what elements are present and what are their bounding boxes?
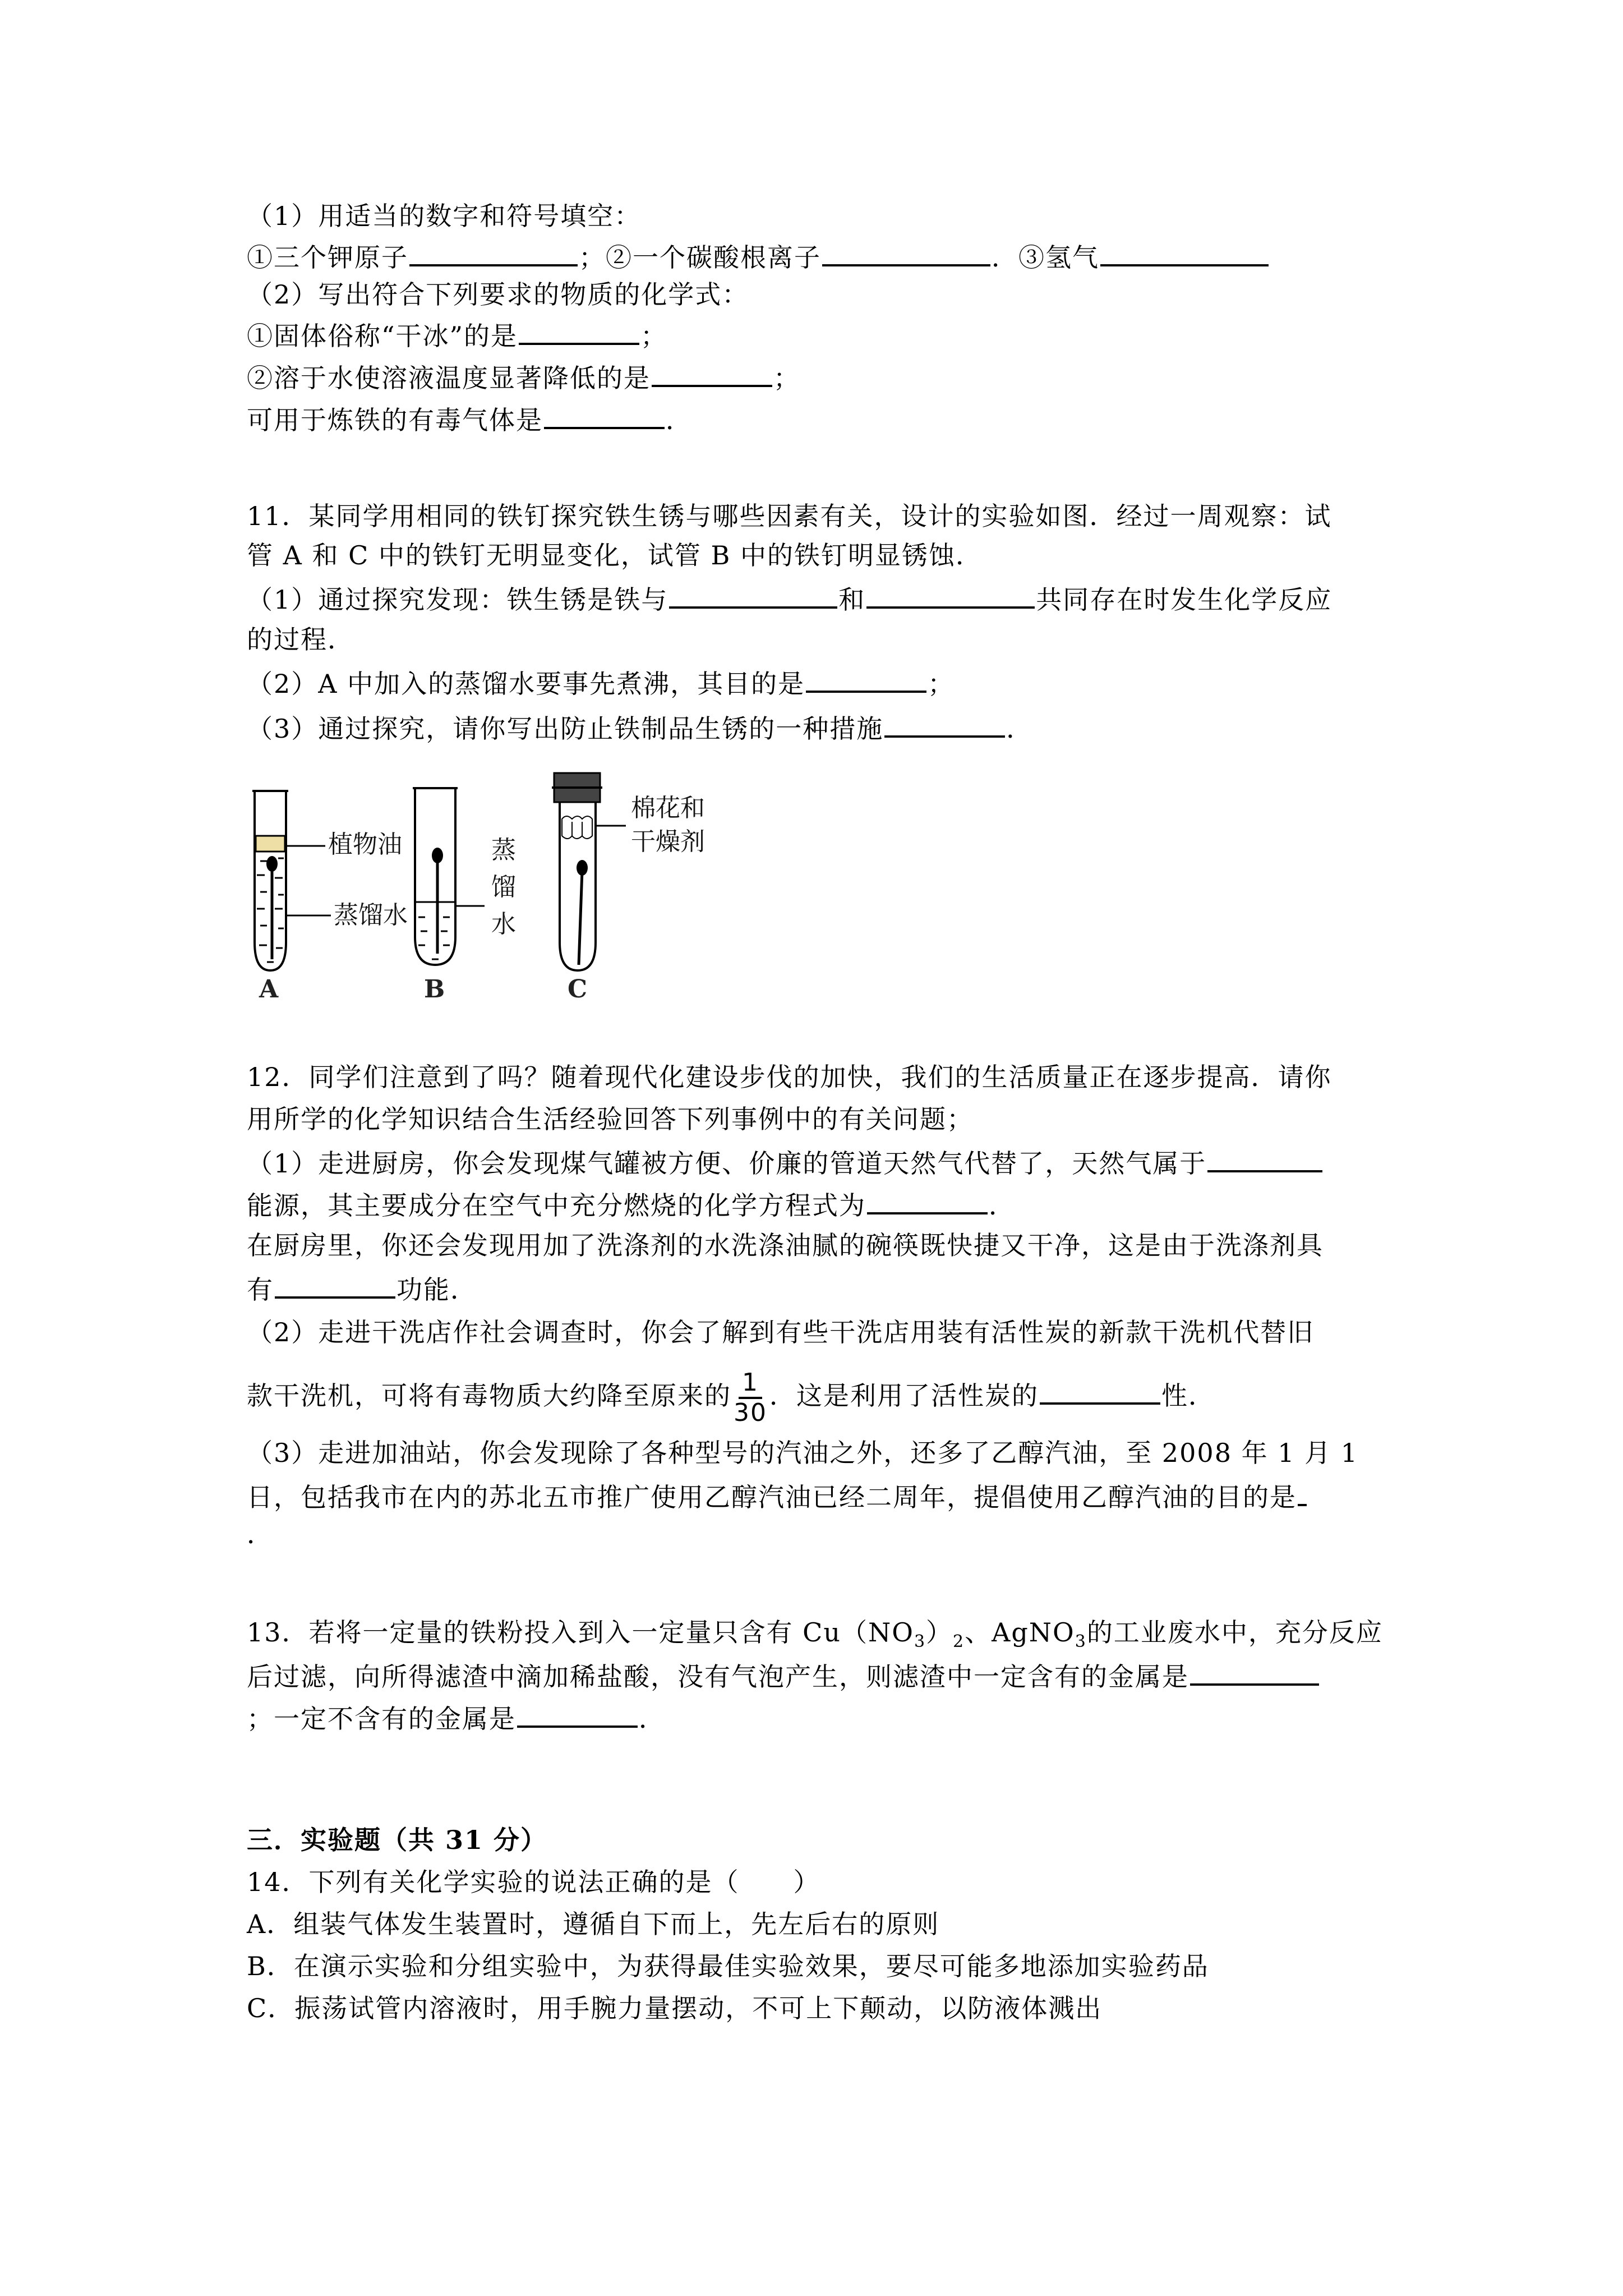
q12-p2-line1: （2）走进干洗店作社会调查时，你会了解到有些干洗店用装有活性炭的新款干洗机代替旧 — [247, 1317, 1315, 1347]
q12-p3-text2: 日，包括我市在内的苏北五市推广使用乙醇汽油已经二周年，提倡使用乙醇汽油的目的是 — [247, 1482, 1297, 1512]
q12-p1-line3: 在厨房里，你还会发现用加了洗涤剂的水洗涤油腻的碗筷既快捷又干净，这是由于洗涤剂具 — [247, 1230, 1324, 1260]
q10-part1-title: （1）用适当的数字和符号填空： — [247, 201, 642, 231]
q12-p1-text1: （1）走进厨房，你会发现煤气罐被方便、价廉的管道天然气代替了，天然气属于 — [247, 1148, 1207, 1179]
label-water-b-char: 馏 — [491, 873, 516, 901]
q10-part2-title: （2）写出符合下列要求的物质的化学式： — [247, 279, 749, 310]
label-cotton-desiccant-2: 干燥剂 — [631, 827, 705, 856]
q11-p1-b: 和 — [838, 585, 866, 615]
q11-stem-line1: 11．某同学用相同的铁钉探究铁生锈与哪些因素有关，设计的实验如图．经过一周观察：试 — [247, 501, 1332, 531]
answer-blank-cooling-solute[interactable] — [652, 359, 772, 387]
q12-p2-text2c: 性． — [1161, 1381, 1215, 1411]
subscript-2: 2 — [953, 1632, 965, 1651]
answer-blank-energy-type[interactable] — [1207, 1144, 1322, 1172]
label-cotton-desiccant-1: 棉花和 — [631, 794, 705, 822]
tube-c — [552, 773, 626, 970]
answer-blank-metal-not-contained[interactable] — [517, 1700, 638, 1728]
q12-p3-line1: （3）走进加油站，你会发现除了各种型号的汽油之外，还多了乙醇汽油，至 2008 年 1 月 1 — [247, 1438, 1358, 1468]
answer-blank-rust-factor-1[interactable] — [669, 581, 837, 609]
q11-p1-c: 共同存在时发生化学反应 — [1036, 585, 1332, 615]
answer-blank-combustion-equation[interactable] — [867, 1186, 988, 1214]
label-water-b-char: 水 — [491, 910, 516, 938]
q11-p2-line — [247, 665, 955, 701]
q12-p1-line1 — [247, 1144, 1324, 1180]
q10-part1-a: ①三个钾原子 — [247, 242, 408, 273]
q10-part2-a: ①固体俗称“干冰”的是 — [247, 321, 518, 351]
q11-p1-line2: 的过程． — [247, 624, 354, 655]
q11-p3: （3）通过探究，请你写出防止铁制品生锈的一种措施 — [247, 714, 884, 744]
label-distilled-water-a: 蒸馏水 — [334, 901, 408, 930]
q14-option-b[interactable]: B．在演示实验和分组实验中，为获得最佳实验效果，要尽可能多地添加实验药品 — [247, 1951, 1209, 1981]
tube-letter-b: B — [424, 975, 445, 1004]
q10-part2-a-line — [247, 317, 667, 353]
q12-stem-line2: 用所学的化学知识结合生活经验回答下列事例中的有关问题； — [247, 1104, 974, 1134]
period: ． — [639, 1704, 666, 1734]
q12-p3-line3: ． — [247, 1519, 274, 1549]
answer-blank-rust-factor-2[interactable] — [866, 581, 1035, 609]
semicolon: ； — [928, 669, 955, 699]
q13-text2: 后过滤，向所得滤渣中滴加稀盐酸，没有气泡产生，则滤渣中一定含有的金属是 — [247, 1662, 1189, 1692]
q10-part2-b-line — [247, 359, 800, 395]
tube-c-outline — [560, 802, 596, 970]
q12-p2-line2 — [247, 1369, 1215, 1427]
q11-p1-line — [247, 581, 1332, 616]
answer-blank-rust-prevention[interactable] — [884, 710, 1005, 738]
q14-option-a[interactable]: A．组装气体发生装置时，遵循自下而上，先左后右的原则 — [247, 1909, 940, 1939]
q13-line3 — [247, 1700, 666, 1736]
answer-blank-carbon-property[interactable] — [1040, 1377, 1160, 1405]
water-dashes-a — [257, 858, 284, 962]
q12-p1-line4 — [247, 1271, 477, 1306]
tube-letter-c: C — [568, 975, 588, 1004]
q11-stem-line2: 管 A 和 C 中的铁钉无明显变化，试管 B 中的铁钉明显锈蚀． — [247, 540, 983, 570]
q12-p1-text4b: 功能． — [396, 1274, 477, 1305]
answer-blank-ethanol-purpose[interactable] — [1298, 1478, 1307, 1506]
q13-text1c: 、AgNO — [965, 1617, 1075, 1648]
label-water-b-char: 蒸 — [491, 836, 516, 864]
answer-blank-potassium-atoms[interactable] — [409, 238, 578, 266]
q10-part2-c: 可用于炼铁的有毒气体是 — [247, 405, 543, 435]
fraction-numerator: 1 — [739, 1369, 762, 1399]
q11-p1-a: （1）通过探究发现：铁生锈是铁与 — [247, 585, 668, 615]
answer-blank-toxic-gas[interactable] — [544, 401, 665, 429]
cotton-desiccant — [562, 816, 592, 839]
q12-stem-line1: 12．同学们注意到了吗？随着现代化建设步伐的加快，我们的生活质量正在逐步提高．请你 — [247, 1062, 1332, 1092]
q10-part2-b: ②溶于水使溶液温度显著降低的是 — [247, 363, 651, 393]
q10-part1-sep2: ．③氢气 — [992, 242, 1099, 273]
answer-blank-boil-purpose[interactable] — [806, 665, 926, 693]
q11-p3-line — [247, 710, 1033, 746]
q13-line2 — [247, 1658, 1320, 1694]
q12-p1-text4a: 有 — [247, 1274, 274, 1305]
label-distilled-water-b — [489, 836, 518, 939]
q12-p2-text2a: 款干洗机，可将有毒物质大约降至原来的 — [247, 1381, 731, 1411]
tube-a — [252, 791, 331, 970]
subscript-3: 3 — [914, 1632, 926, 1651]
period: ． — [989, 1190, 1016, 1221]
tube-b — [413, 788, 485, 965]
q10-part2-c-line — [247, 401, 693, 437]
answer-blank-hydrogen[interactable] — [1100, 238, 1269, 266]
tube-a-outline — [255, 791, 286, 970]
q12-p1-text2: 能源，其主要成分在空气中充分燃烧的化学方程式为 — [247, 1190, 866, 1221]
semicolon: ； — [773, 363, 800, 393]
q13-line1 — [247, 1616, 1383, 1649]
fraction-denominator: 30 — [734, 1398, 767, 1427]
subscript-3: 3 — [1075, 1632, 1087, 1651]
q10-part1-line — [247, 238, 1270, 274]
answer-blank-carbonate-ion[interactable] — [822, 238, 990, 266]
oil-layer — [256, 836, 285, 852]
answer-blank-metal-contained[interactable] — [1190, 1658, 1319, 1686]
q14-stem: 14．下列有关化学实验的说法正确的是（ ） — [247, 1867, 820, 1897]
water-dashes-b — [418, 917, 450, 959]
answer-blank-detergent-function[interactable] — [275, 1271, 395, 1299]
q12-p1-line2 — [247, 1186, 1016, 1222]
q10-part1-sep1: ；②一个碳酸根离子 — [579, 242, 821, 273]
q13-text3: ；一定不含有的金属是 — [247, 1704, 516, 1734]
tube-letter-a: A — [259, 975, 279, 1004]
q14-option-c[interactable]: C．振荡试管内溶液时，用手腕力量摆动，不可上下颠动，以防液体溅出 — [247, 1993, 1103, 2023]
q12-p3-line2 — [247, 1478, 1308, 1514]
section-3-heading: 三．实验题（共 31 分） — [247, 1825, 548, 1855]
tube-b-outline — [415, 788, 455, 965]
test-tube-figure — [247, 769, 740, 1004]
fraction-one-thirtieth — [734, 1369, 767, 1427]
q13-text1b: ） — [926, 1617, 953, 1648]
period: ． — [1006, 714, 1034, 744]
label-vegetable-oil: 植物油 — [328, 830, 402, 859]
answer-blank-dry-ice[interactable] — [519, 317, 639, 345]
q13-text1d: 的工业废水中，充分反应 — [1086, 1617, 1383, 1648]
semicolon: ； — [640, 321, 668, 351]
q13-text1a: 13．若将一定量的铁粉投入到入一定量只含有 Cu（NO — [247, 1617, 914, 1648]
period: ． — [666, 405, 693, 435]
q11-p2: （2）A 中加入的蒸馏水要事先煮沸，其目的是 — [247, 669, 805, 699]
nail-c — [579, 871, 582, 965]
q12-p2-text2b: ．这是利用了活性炭的 — [769, 1381, 1039, 1411]
